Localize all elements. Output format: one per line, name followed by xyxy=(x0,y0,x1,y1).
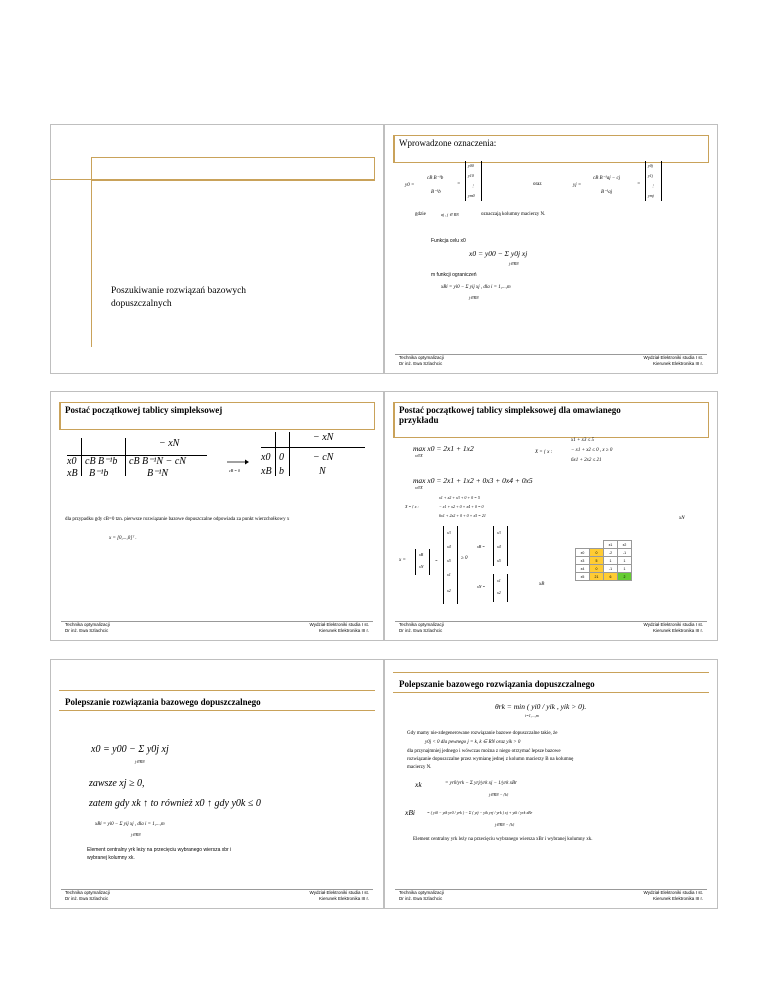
table-cell: x3 xyxy=(576,557,590,565)
x-full-4: x2 xyxy=(447,588,451,593)
table-cell: 21 xyxy=(590,573,604,581)
slide-notation xyxy=(384,124,718,374)
t1-r1-c2: cB B⁻¹N − cN xyxy=(129,456,186,467)
table-cell: 0 xyxy=(590,565,604,573)
theta-formula: θrk = min ( yi0 / yik , yik > 0). xyxy=(495,702,587,711)
xB-vec-2: x5 xyxy=(497,558,501,563)
table-cell: 1 xyxy=(618,565,632,573)
bracket xyxy=(507,526,508,566)
table-cell: x1 xyxy=(604,541,618,549)
y0-vec-2: ⋮ xyxy=(471,183,475,188)
t2-r1-c1: 0 xyxy=(279,452,284,463)
table-cell: x0 xyxy=(576,549,590,557)
slide-title: Polepszanie bazowego rozwiązania dopuszczalnego xyxy=(399,679,595,689)
max2-sub: x∈X xyxy=(415,485,423,490)
bracket xyxy=(429,549,430,575)
set2-row-1: − x1 + x2 + 0 + x4 + 0 = 0 xyxy=(439,504,484,509)
t1-r2-label: xB xyxy=(67,468,78,479)
objective-label: Funkcja celu x0 xyxy=(431,238,466,244)
arrow-label: cB = 0 xyxy=(229,468,240,473)
slide-section-title xyxy=(50,124,384,374)
footer-right: Wydział Elektroniki studia I st. Kierunek Elektronika III r. xyxy=(643,890,703,901)
para-line-3: dla przynajmniej jednego i wówczas można z niego otrzymać lepsze bazowe xyxy=(407,749,561,754)
objective-sub: j∈RN xyxy=(509,261,519,266)
set1-row-1: − x1 + x2 ≤ 0 , x ≥ 0 xyxy=(571,448,613,453)
bracket xyxy=(507,574,508,602)
central-element-note: Element centralny yrk leży na przecięciu wybranego wiersza xBr i wybranej kolumny xk. xyxy=(413,837,593,842)
footer-right: Wydział Elektroniki studia I st. Kierunek Elektronika III r. xyxy=(309,890,369,901)
constraints-formula: xBi = yi0 − Σ yij xj , dla i = 1,...,m xyxy=(441,285,511,290)
equals-sign: = xyxy=(637,182,641,187)
central-element-note: Element centralny yrk leży na przecięciu wybranego wiersza xbr i wybranej kolumny xk. xyxy=(87,847,232,861)
formula-x0-sub: j∈RN xyxy=(135,759,145,764)
side-label-xB: xB xyxy=(539,582,545,587)
slide-title: Wprowadzone oznaczenia: xyxy=(399,138,497,148)
constraints-label: m funkcji ograniczeń xyxy=(431,272,477,278)
xbi-lhs: xBi xyxy=(405,808,415,817)
table-cell xyxy=(590,541,604,549)
table-cell: -2 xyxy=(604,549,618,557)
slide-initial-tableau xyxy=(50,391,384,641)
y0-vec-0: y00 xyxy=(468,163,474,168)
table-cell: x2 xyxy=(618,541,632,549)
xB-vec-1: x4 xyxy=(497,544,501,549)
aj-definition: aj , j ∈ RN xyxy=(441,212,459,217)
bracket xyxy=(415,549,416,575)
table-cell: 5 xyxy=(590,557,604,565)
y0-vec-3: ym0 xyxy=(468,193,475,198)
table-cell: -1 xyxy=(618,549,632,557)
t1-r1-label: x0 xyxy=(67,456,77,467)
set1-row-2: 6x1 + 2x2 ≤ 21 xyxy=(571,458,602,463)
header-box xyxy=(91,157,375,181)
xB-label: xB = xyxy=(477,544,485,549)
t2-head: − xN xyxy=(313,432,334,443)
y0-block: cB B⁻¹b xyxy=(427,176,444,181)
xN-vec-1: x2 xyxy=(497,590,501,595)
t2-vrule xyxy=(289,432,290,476)
footer-left: Technika optymalizacji Dr inż. Ewa Szlachcic xyxy=(399,622,444,633)
section-title: Poszukiwanie rozwiązań bazowych dopuszczalnych xyxy=(111,286,247,309)
bracket xyxy=(661,161,662,201)
table-cell: x5 xyxy=(576,573,590,581)
set1-lhs: X = { x : xyxy=(535,450,553,455)
bracket xyxy=(465,161,466,201)
formula-xbi: xBi = yi0 − Σ yij xj , dla i = 1,...,m xyxy=(95,822,165,827)
yj-lhs: yj = xyxy=(573,183,582,188)
t1-r1-c1: cB B⁻¹b xyxy=(85,456,118,467)
table-header-row xyxy=(576,541,632,549)
footer-right: Wydział Elektroniki studia I st. Kierunek Elektronika III r. xyxy=(309,622,369,633)
yj-vec-2: ⋮ xyxy=(651,183,655,188)
para-line-5: macierzy N. xyxy=(407,765,432,770)
header-rule xyxy=(59,710,375,711)
header-rule xyxy=(393,672,709,673)
oraz-label: oraz xyxy=(533,182,542,187)
header-rule xyxy=(59,690,375,691)
tableau-note: dla przypadku gdy cB=0 tzn. pierwsze rozwiązanie bazowe dopuszczalne odpowiada za punkt wierzchołkowy x xyxy=(65,517,290,522)
table-cell: 0 xyxy=(590,549,604,557)
line-xk: zatem gdy xk ↑ to również x0 ↑ gdy y0k ≤ 0 xyxy=(89,798,261,809)
x-vec-inner-0: xB xyxy=(419,552,424,557)
table-row xyxy=(576,557,632,565)
formula-x0: x0 = y00 − Σ y0j xj xyxy=(91,744,169,755)
side-label-xN: xN xyxy=(679,516,685,521)
t1-head: − xN xyxy=(159,438,180,449)
table-cell: -1 xyxy=(604,565,618,573)
header-rule xyxy=(393,692,709,693)
tableau-note-formula: x = [0,...,0]ᵀ . xyxy=(109,536,137,541)
y0-block2: B⁻¹b xyxy=(431,190,441,195)
table-cell: 6 xyxy=(604,573,618,581)
t1-vrule xyxy=(81,438,82,476)
x-full-3: x1 xyxy=(447,572,451,577)
para-line-4: rozwiązanie dopuszczalne przez wymianę jednej z kolumn macierzy B na kolumnę xyxy=(407,757,574,762)
xk-sub: j∈RN − {k} xyxy=(489,792,509,797)
table-row xyxy=(576,573,632,581)
bracket xyxy=(481,161,482,201)
t2-r1-c2: − cN xyxy=(313,452,334,463)
yj-vec-1: y1j xyxy=(648,173,653,178)
t1-r2-c1: B⁻¹b xyxy=(89,468,109,479)
para-line-1: Gdy mamy nie-zdegenerowane rozwiązanie bazowe dopuszczalne takie, że xyxy=(407,731,558,736)
xbi-rhs: = ( yi0 − yik yr0 / yrk ) − Σ ( yij − yik yrj / yrk ) xj + yik / yrk xBr xyxy=(427,810,533,815)
table-cell xyxy=(576,541,590,549)
t2-vrule xyxy=(275,432,276,476)
left-rule xyxy=(91,157,92,347)
theta-sub: i=1,...,m xyxy=(525,713,539,718)
table-row xyxy=(576,549,632,557)
xB-vec-0: x3 xyxy=(497,530,501,535)
table-cell: 1 xyxy=(604,557,618,565)
line-xj: zawsze xj ≥ 0, xyxy=(89,778,145,789)
slide-example-tableau xyxy=(384,391,718,641)
bracket xyxy=(493,574,494,602)
x-full-2: x5 xyxy=(447,558,451,563)
t2-r2-c1: b xyxy=(279,466,284,477)
table-row xyxy=(576,565,632,573)
footer-left: Technika optymalizacji Dr inż. Ewa Szlachcic xyxy=(65,890,110,901)
set2-row-2: 6x1 + 2x2 + 0 + 0 + x5 = 21 xyxy=(439,513,486,518)
constraints-sub: j∈RN xyxy=(469,295,479,300)
xk-lhs: xk xyxy=(415,780,422,789)
footer-left: Technika optymalizacji Dr inż. Ewa Szlachcic xyxy=(399,355,444,366)
arrow-icon xyxy=(227,458,249,466)
x-vec-label: x = xyxy=(399,558,406,563)
slide-improving-basic-solution xyxy=(384,659,718,909)
para-line-2: y0j < 0 dla pewnego j = k, k ∈ RN oraz yik > 0 xyxy=(425,740,521,745)
formula-xbi-sub: j∈RN xyxy=(131,832,141,837)
y0-lhs: y0 = xyxy=(405,183,415,188)
slide-title: Postać początkowej tablicy simpleksowej dla omawianego przykładu xyxy=(399,405,621,425)
slide-title: Polepszanie rozwiązania bazowego dopuszczalnego xyxy=(65,697,261,707)
x-full-0: x3 xyxy=(447,530,451,535)
yj-vec-0: y0j xyxy=(648,163,653,168)
yj-block: cB B⁻¹aj − cj xyxy=(593,176,621,181)
yj-vec-3: ymj xyxy=(648,193,654,198)
xk-rhs: = yr0/yrk − Σ yrj/yrk xj − 1/yrk xBr xyxy=(445,781,517,786)
equals-sign: = xyxy=(435,558,438,563)
table-cell: x4 xyxy=(576,565,590,573)
objective-formula: x0 = y00 − Σ y0j xj xyxy=(469,249,528,258)
max1-sub: x∈X xyxy=(415,453,423,458)
x-full-1: x4 xyxy=(447,544,451,549)
simplex-table xyxy=(575,540,632,581)
slide-title: Postać początkowej tablicy simpleksowej xyxy=(65,405,223,415)
slide-improving-solution xyxy=(50,659,384,909)
table-cell: 2 xyxy=(618,573,632,581)
footer-left: Technika optymalizacji Dr inż. Ewa Szlachcic xyxy=(399,890,444,901)
t2-r1-label: x0 xyxy=(261,452,271,463)
bracket xyxy=(457,526,458,604)
table-cell: 1 xyxy=(618,557,632,565)
max1-formula: max x0 = 2x1 + 1x2 xyxy=(413,444,474,453)
x-vec-inner-1: xN xyxy=(419,564,424,569)
footer-right: Wydział Elektroniki studia I st. Kierunek Elektronika III r. xyxy=(643,355,703,366)
t1-r2-c2: B⁻¹N xyxy=(147,468,169,479)
set1-row-0: x1 + x3 ≤ 5 xyxy=(571,438,595,443)
yj-block2: B⁻¹aj xyxy=(601,190,613,195)
header-rule xyxy=(51,179,375,180)
y0-vec-1: y10 xyxy=(468,173,474,178)
bracket xyxy=(443,526,444,604)
aj-description: oznaczają kolumny macierzy N. xyxy=(481,212,546,217)
t2-hrule xyxy=(261,447,365,448)
set2-lhs: X = { x : xyxy=(405,504,419,509)
equals-sign: = xyxy=(457,182,461,187)
footer-right: Wydział Elektroniki studia I st. Kierunek Elektronika III r. xyxy=(643,622,703,633)
t2-r2-c2: N xyxy=(319,466,326,477)
xN-vec-0: x1 xyxy=(497,578,501,583)
xbi-sub: j∈RN − {k} xyxy=(495,822,515,827)
xN-label: xN = xyxy=(477,584,486,589)
t1-vrule xyxy=(125,438,126,476)
t2-r2-label: xB xyxy=(261,466,272,477)
gdzie-label: gdzie xyxy=(415,212,426,217)
bracket xyxy=(493,526,494,566)
set2-row-0: x1 + x2 + x3 + 0 + 0 = 5 xyxy=(439,495,480,500)
bracket xyxy=(645,161,646,201)
x-ge0: ≥ 0 xyxy=(461,556,468,561)
footer-left: Technika optymalizacji Dr inż. Ewa Szlachcic xyxy=(65,622,110,633)
max2-formula: max x0 = 2x1 + 1x2 + 0x3 + 0x4 + 0x5 xyxy=(413,476,533,485)
